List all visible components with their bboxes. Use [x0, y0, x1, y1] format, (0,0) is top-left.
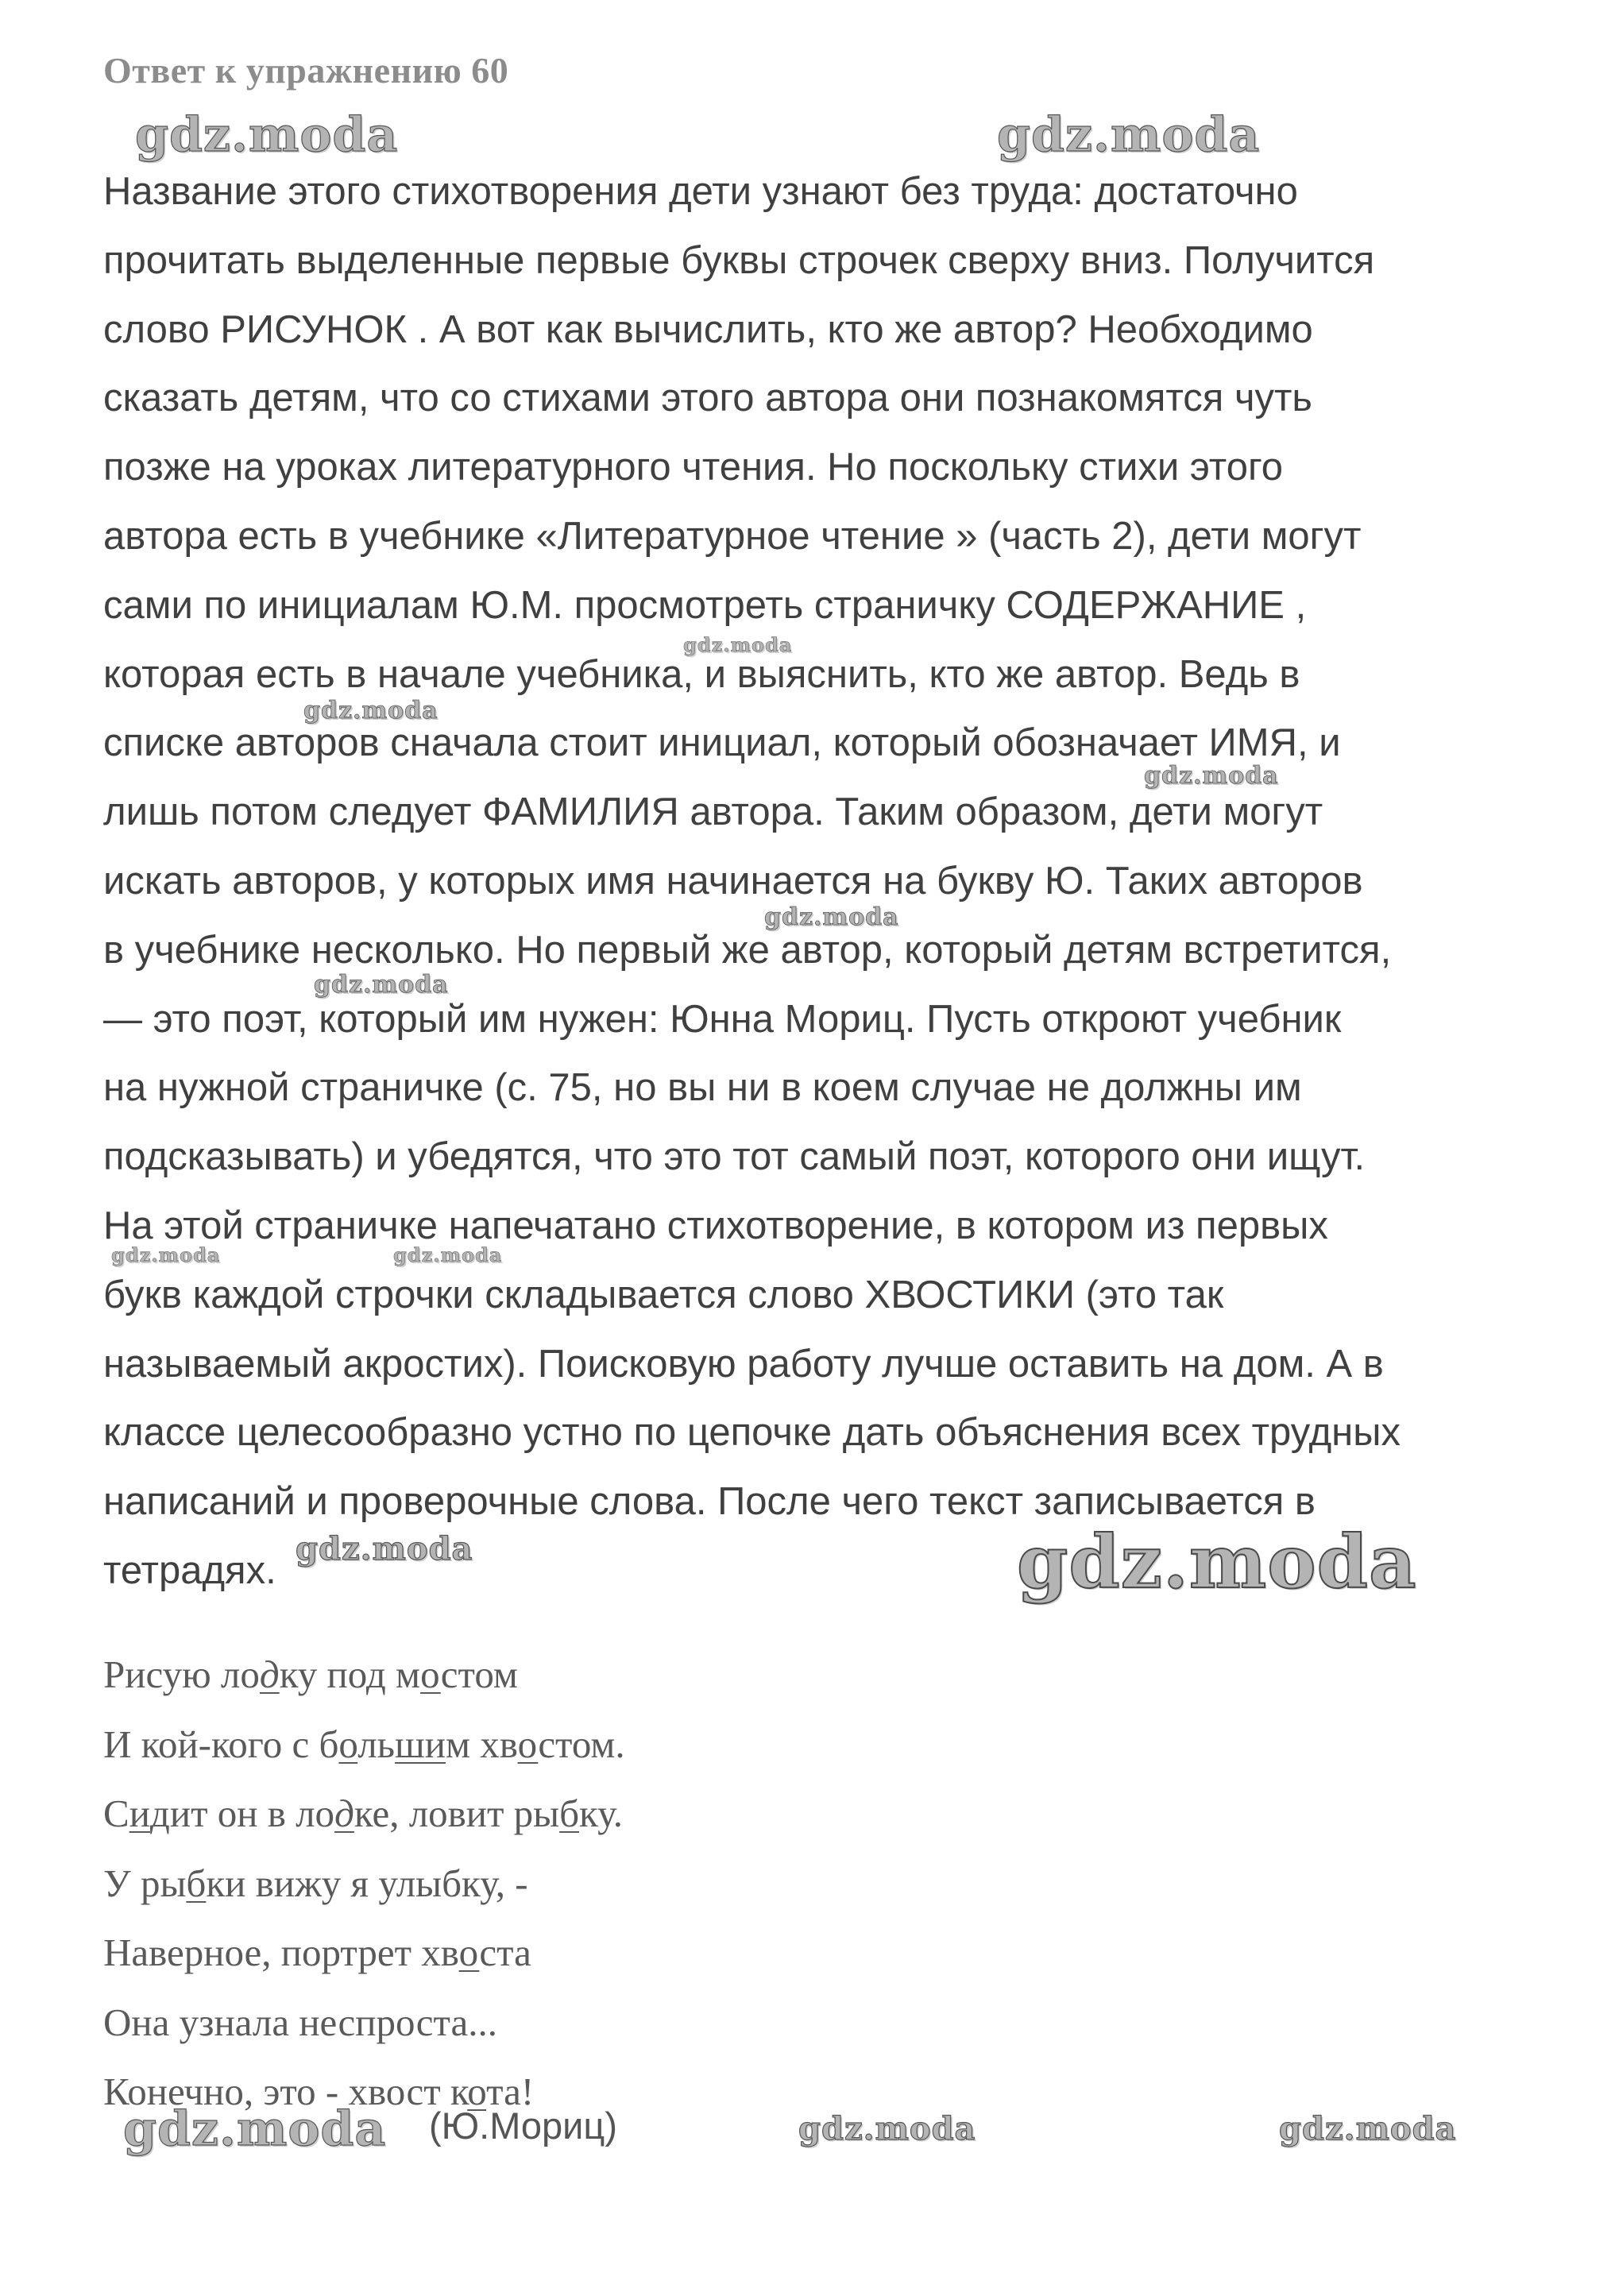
paragraph-line: лишь потом следует ФАМИЛИЯ автора. Таким образом, дети могут [103, 790, 1323, 834]
poem-text: Конечно, это - хвост к [103, 2070, 468, 2113]
underlined-letter: о [467, 2070, 487, 2113]
poem-text: стом. [538, 1722, 625, 1766]
poem-text: та! [486, 2070, 535, 2113]
poem-text: м хв [446, 1722, 518, 1766]
answer-paragraph [103, 157, 1525, 1606]
paragraph-line: сами по инициалам Ю.М. просмотреть страничку СОДЕРЖАНИЕ , [103, 583, 1307, 627]
poem-text: ку. [579, 1792, 623, 1835]
paragraph-line: автора есть в учебнике «Литературное чтение » (часть 2), дети могут [103, 514, 1362, 558]
poem-text: ку под м [279, 1652, 421, 1696]
watermark: gdz.moda [764, 903, 899, 931]
paragraph-line: называемый акростих). Поисковую работу лучше оставить на дом. А в [103, 1342, 1384, 1386]
watermark: gdz.moda [393, 1243, 503, 1266]
watermark: gdz.moda [303, 697, 439, 725]
poem-text: ль [357, 1722, 396, 1766]
watermark: gdz.moda [997, 107, 1261, 163]
paragraph-line: слово РИСУНОК . А вот как вычислить, кто же автор? Необходимо [103, 307, 1313, 351]
poem-text: дит он в ло [149, 1792, 335, 1835]
poem-line [103, 1918, 625, 1988]
poem-line [103, 1710, 625, 1780]
paragraph-line: сказать детям, что со стихами этого автора они познакомятся чуть [103, 377, 1312, 420]
watermark: gdz.moda [296, 1530, 473, 1567]
underlined-letter: о [338, 1722, 358, 1766]
watermark: gdz.moda [314, 971, 449, 999]
poem-text: И кой-кого с б [103, 1722, 339, 1766]
paragraph-line: в учебнике несколько. Но первый же автор, который детям встретится, [103, 928, 1392, 972]
underlined-letter: о [517, 1722, 539, 1766]
page-title: Ответ к упражнению 60 [103, 50, 509, 91]
watermark: gdz.moda [1017, 1519, 1417, 1605]
poem-text: С [103, 1792, 129, 1835]
paragraph-line: Название этого стихотворения дети узнают без труда: достаточно [103, 170, 1298, 213]
poem [103, 1640, 625, 2127]
paragraph-line: искать авторов, у которых имя начинается на букву Ю. Таких авторов [103, 859, 1363, 903]
paragraph-line: букв каждой строчки складывается слово ХВОСТИКИ (это так [103, 1273, 1224, 1316]
paragraph-line: списке авторов сначала стоит инициал, который обозначает ИМЯ, и [103, 721, 1341, 765]
poem-text: стом [440, 1652, 518, 1696]
poem-text: Рисую ло [103, 1652, 260, 1696]
underlined-letter: ши [395, 1722, 446, 1766]
underlined-letter: и [129, 1792, 150, 1835]
underlined-letter: д [259, 1652, 280, 1696]
paragraph-line: подсказывать) и убедятся, что это тот самый поэт, которого они ищут. [103, 1135, 1366, 1179]
paragraph-line: На этой страничке напечатано стихотворение, в котором из первых [103, 1204, 1328, 1247]
underlined-letter: б [186, 1861, 207, 1905]
paragraph-line: которая есть в начале учебника, и выяснить, кто же автор. Ведь в [103, 652, 1300, 696]
watermark: gdz.moda [798, 2110, 976, 2147]
poem-text: ста [479, 1931, 531, 1974]
watermark: gdz.moda [135, 107, 399, 163]
underlined-letter: о [420, 1652, 441, 1696]
watermark: gdz.moda [1144, 762, 1279, 790]
paragraph-line: тетрадях. [103, 1548, 276, 1592]
watermark: gdz.moda [123, 2101, 387, 2157]
poem-line [103, 1988, 625, 2058]
paragraph-line: позже на уроках литературного чтения. Но поскольку стихи этого [103, 446, 1284, 489]
watermark: gdz.moda [1279, 2110, 1457, 2147]
poem-text: У ры [103, 1861, 187, 1905]
paragraph-line: на нужной страничке (с. 75, но вы ни в коем случае не должны им [103, 1066, 1302, 1110]
watermark: gdz.moda [683, 633, 793, 656]
poem-text: Наверное, портрет хв [103, 1931, 459, 1974]
watermark: gdz.moda [111, 1243, 221, 1266]
underlined-letter: о [458, 1931, 480, 1974]
paragraph-line: прочитать выделенные первые буквы строчек сверху вниз. Получится [103, 238, 1375, 282]
underlined-letter: д [334, 1792, 354, 1835]
poem-line [103, 1779, 625, 1849]
poem-author: (Ю.Мориц) [429, 2105, 617, 2147]
paragraph-line: классе целесообразно устно по цепочке дать объяснения всех трудных [103, 1411, 1401, 1455]
poem-text: ки вижу я улыбку, - [206, 1861, 528, 1905]
poem-text: ке, ловит ры [354, 1792, 560, 1835]
poem-line [103, 1849, 625, 1919]
poem-line [103, 1640, 625, 1710]
paragraph-line: — это поэт, который им нужен: Юнна Мориц. Пусть откроют учебник [103, 997, 1342, 1041]
poem-text: Она узнала неспроста... [103, 2000, 497, 2044]
paragraph-line: написаний и проверочные слова. После чего текст записывается в [103, 1480, 1316, 1524]
underlined-letter: б [559, 1792, 580, 1835]
